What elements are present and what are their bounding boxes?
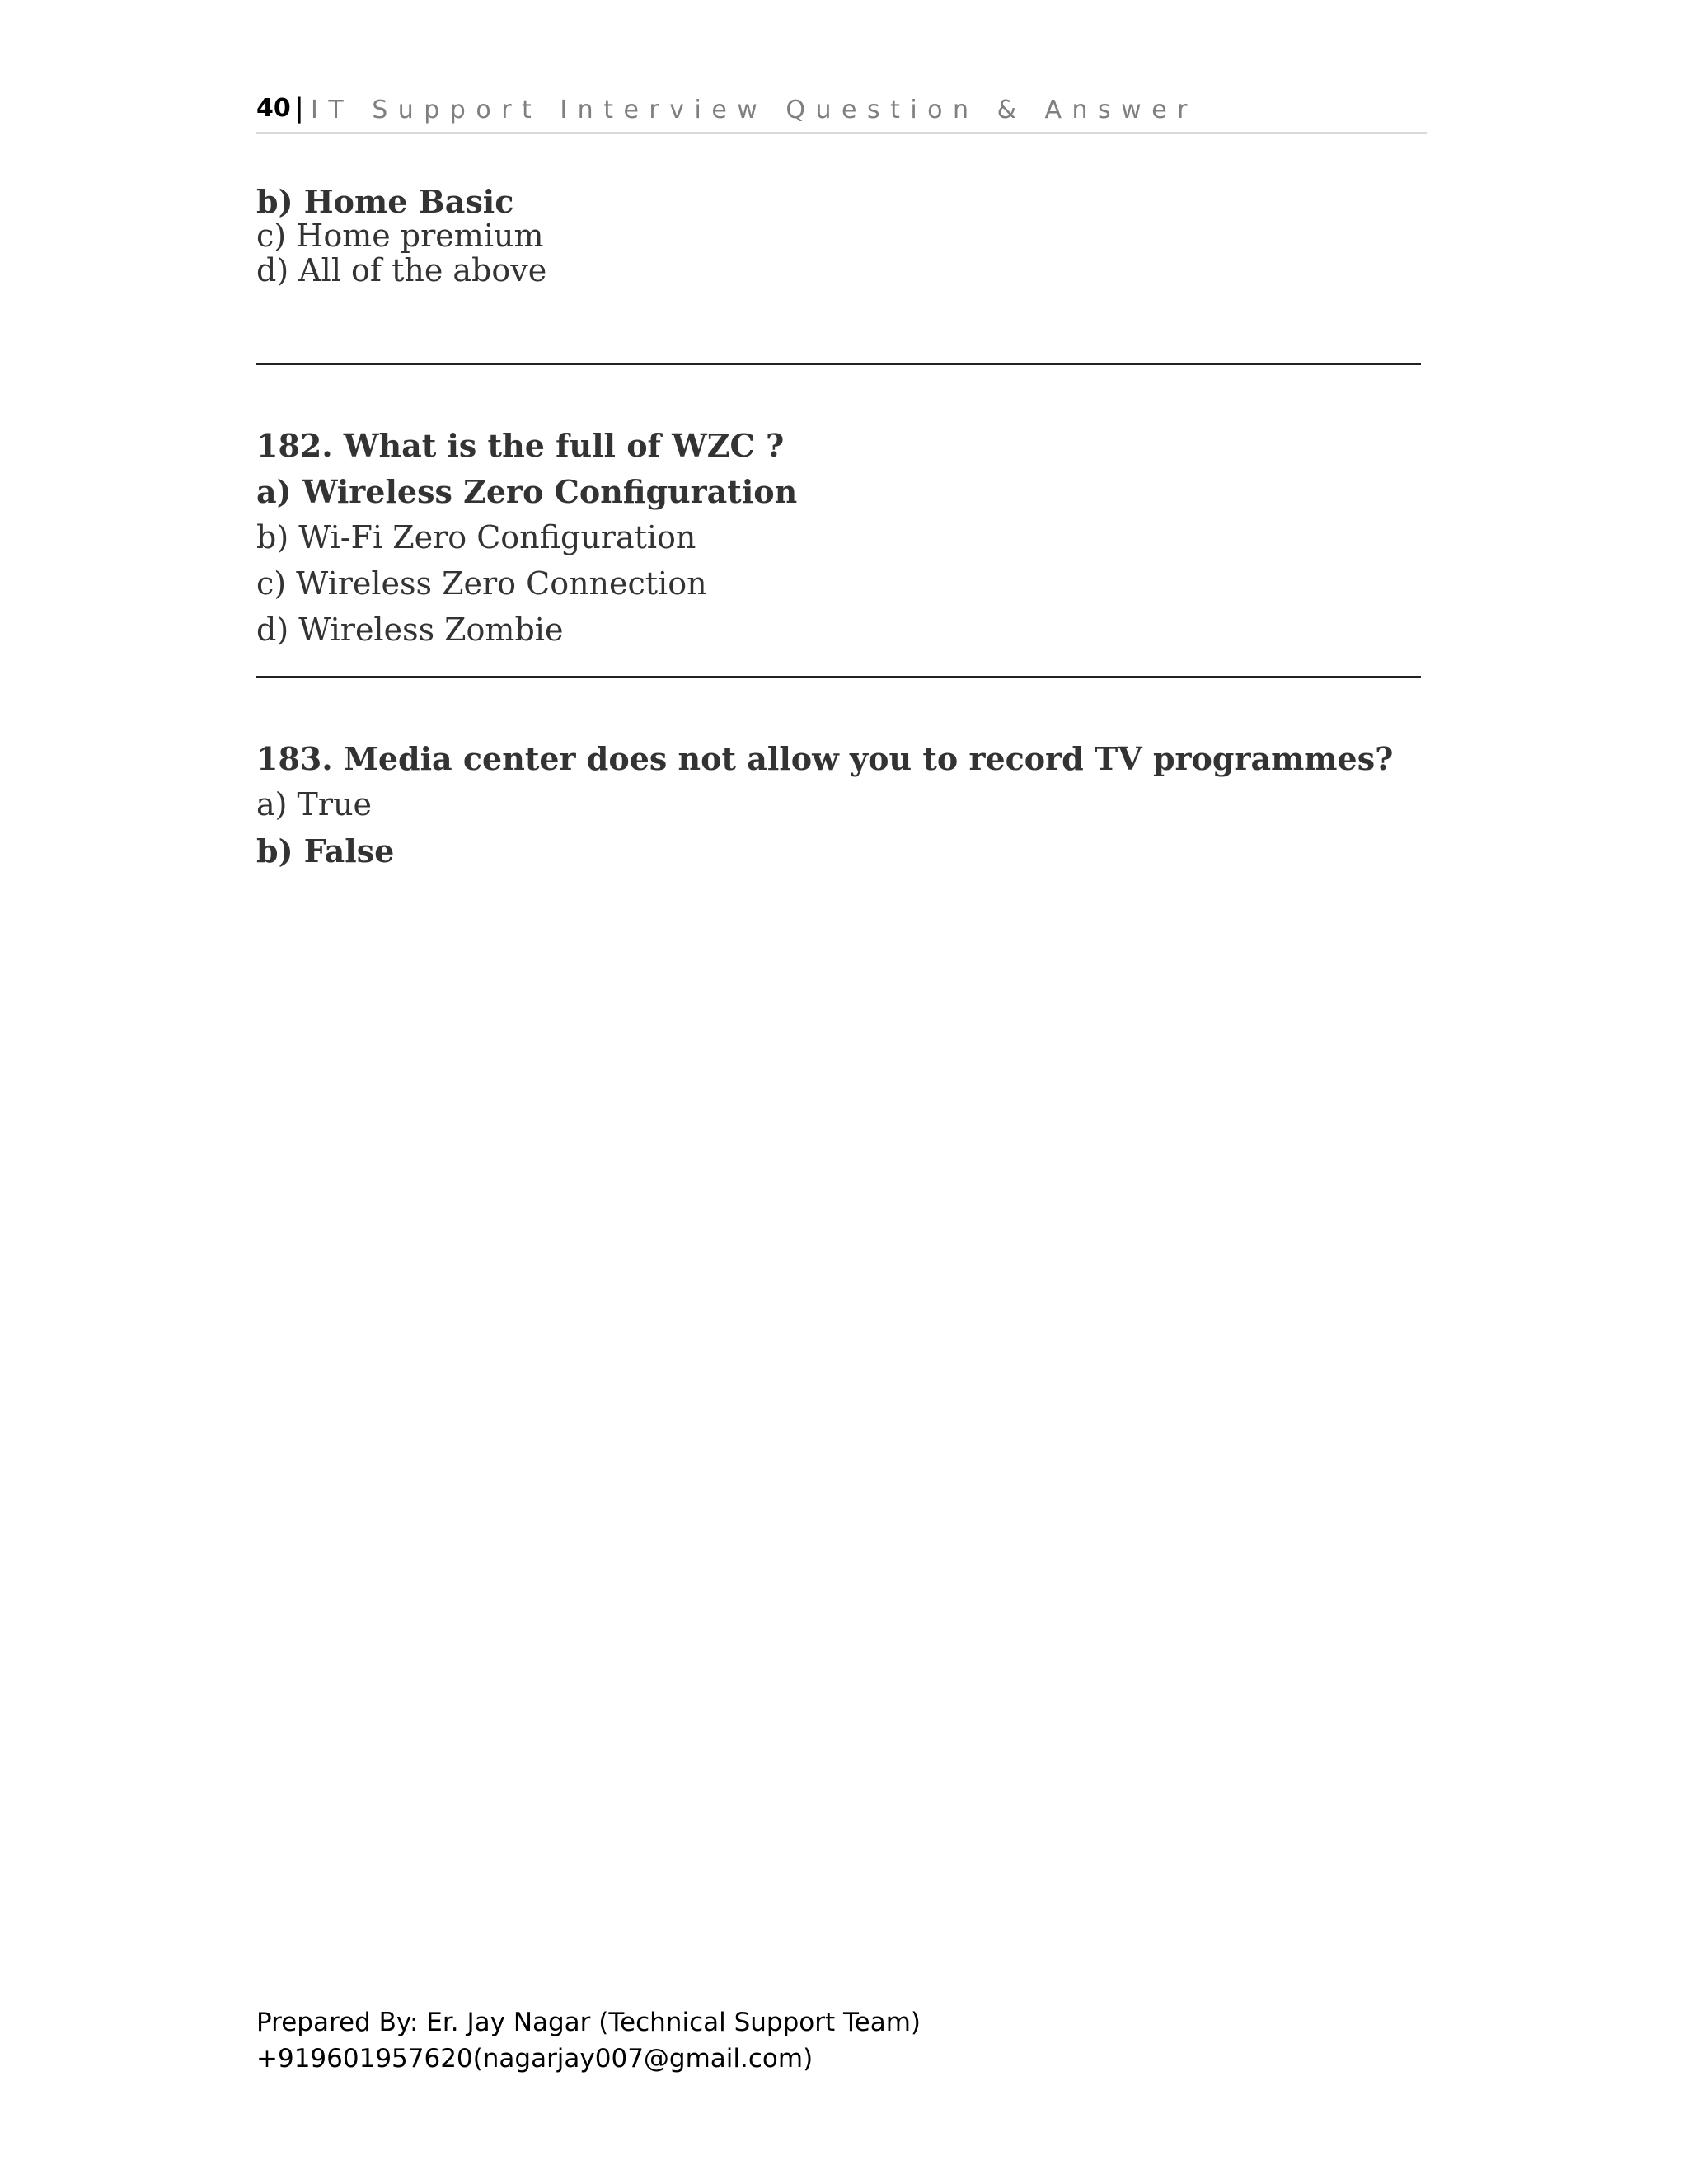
answer-option: c) Wireless Zero Connection: [256, 565, 707, 602]
answer-option: a) True: [256, 786, 373, 823]
header-title: IT Support Interview Question & Answer: [311, 96, 1198, 124]
question-text: 182. What is the full of WZC ?: [256, 427, 785, 464]
answer-option: b) Wi-Fi Zero Configuration: [256, 519, 696, 555]
footer-prepared-by: Prepared By: Er. Jay Nagar (Technical Support Team): [256, 2008, 921, 2037]
page-footer: [256, 2004, 921, 2077]
answer-option: d) Wireless Zombie: [256, 612, 564, 648]
section-divider: [256, 363, 1421, 365]
answer-option-correct: a) Wireless Zero Configuration: [256, 473, 798, 510]
header-separator: |: [294, 92, 304, 124]
page-header: [256, 92, 1427, 134]
question-text: 183. Media center does not allow you to record TV programmes?: [256, 740, 1394, 777]
page-number: 40: [256, 94, 291, 123]
answer-option-correct: b) Home Basic: [256, 183, 514, 220]
answer-option-correct: b) False: [256, 832, 395, 869]
answer-option: d) All of the above: [256, 252, 547, 288]
section-divider: [256, 676, 1421, 678]
footer-contact: +919601957620(nagarjay007@gmail.com): [256, 2044, 814, 2074]
answer-option: c) Home premium: [256, 218, 544, 254]
